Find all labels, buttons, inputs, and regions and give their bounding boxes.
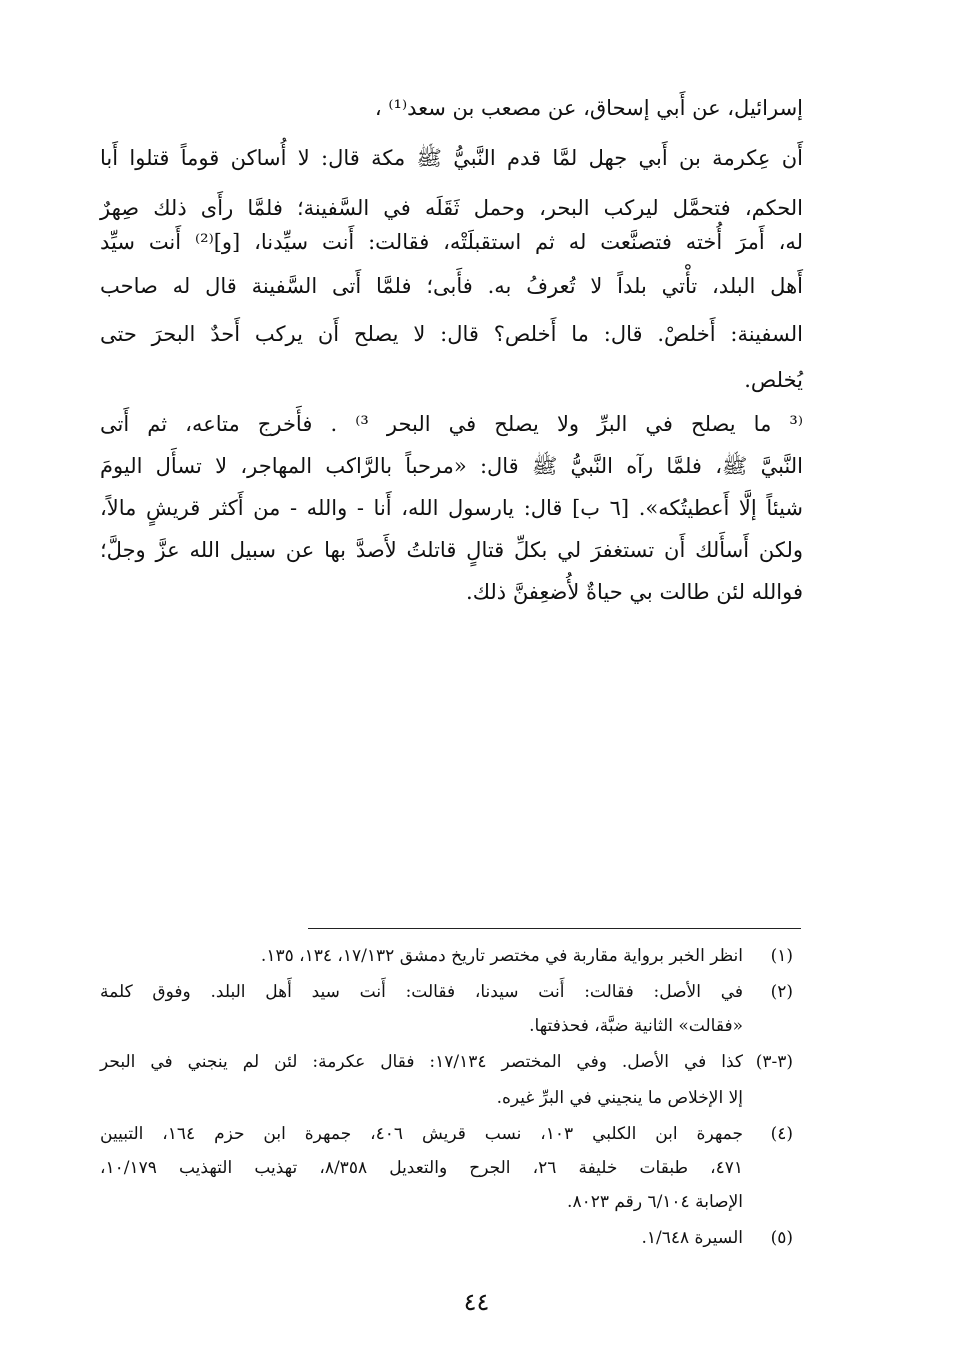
body-line: يُخلص. xyxy=(744,368,803,392)
footnote-number: (٢) xyxy=(770,982,793,1002)
footnote-number: (٤) xyxy=(770,1124,793,1144)
footnote-text: «فقالت» الثانية ضبَّة، فحذفتها. xyxy=(529,1016,743,1036)
footnote-number: (١) xyxy=(770,946,793,966)
footnote-text: في الأصل: فقالت: أَنت سيدنا، فقالت: أَنت سيد أَهل البلد. وفوق كلمة xyxy=(100,982,743,1002)
body-line: شيئاً إلَّا أَعطيتُكه». [٦ ب] قال: يارسول الله، أَنا - والله - من أَكثر قريشٍ مالاً، xyxy=(100,496,803,520)
body-line: ولكن أَسأَلك أَن تستغفرَ لي بكلِّ قتالٍ قاتلتُ لأَصدَّ بها عن سبيل الله عزَّ وجلَّ؛ xyxy=(100,538,803,562)
footnote-text: ٤٧١، طبقات خليفة ٢٦، الجرح والتعديل ٨/٣٥٨، تهذيب التهذيب ١٠/١٧٩، xyxy=(100,1158,743,1178)
footnote-separator xyxy=(308,928,801,929)
body-line: إسرائيل، عن أَبي إسحاق، عن مصعب بن سعد⁽¹⁾ ، xyxy=(374,96,803,120)
footnote-number: (٣-٣) xyxy=(755,1052,793,1072)
footnote-text: كذا في الأصل. وفي المختصر ١٧/١٣٤: فقال عكرمة: لئن لم ينجني في البحر xyxy=(100,1052,743,1072)
body-line: فوالله لئن طالت بي حياةٌ لأُضعِفنَّ ذلك. xyxy=(466,580,803,604)
page-number: ٤٤ xyxy=(463,1288,490,1316)
body-line: ⁽³ ما يصلح في البرِّ ولا يصلح في البحر ³⁾ . فأَخرج متاعه، ثم أَتى xyxy=(100,412,803,436)
body-line: الحكم، فتحمَّل ليركب البحر، وحمل ثَقَلَه في السَّفينة؛ فلمَّا رأَى ذلك صِهرٌ xyxy=(100,196,803,220)
footnote-number: (٥) xyxy=(770,1228,793,1248)
body-line: له، أَمرَ أُخته فتصنَّعت له ثم استقبلَتْه، فقالت: أَنت سيِّدنا، [و]⁽²⁾ أَنت سيِّد xyxy=(100,230,804,254)
footnote-text: جمهرة ابن الكلبي ١٠٣، نسب قريش ٤٠٦، جمهرة ابن حزم ١٦٤، التبيين xyxy=(100,1124,744,1144)
footnote-text: السيرة ١/٦٤٨. xyxy=(641,1228,743,1248)
body-line: أَن عِكرمة بن أَبي جهل لمَّا قدم النَّبيُّ ﷺ مكة قال: لا أُساكن قوماً قتلوا أَبا xyxy=(100,146,803,170)
body-line: السفينة: أَخلصْ. قال: ما أَخلص؟ قال: لا يصلح أَن يركب أَحدٌ البحرَ حتى xyxy=(100,322,803,346)
body-line: أَهل البلد، تأْتي بلداً لا تُعرفُ به. فأَبى؛ فلمَّا أَتى السَّفينة قال له صاحب xyxy=(100,274,803,298)
footnote-text: انظر الخبر برواية مقاربة في مختصر تاريخ دمشق ١٧/١٣٢، ١٣٤، ١٣٥. xyxy=(260,946,743,966)
footnote-text: الإصابة ٦/١٠٤ رقم ٨٠٢٣. xyxy=(567,1192,743,1212)
body-line: النَّبيَّ ﷺ، فلمَّا رآه النَّبيُّ ﷺ قال: «مرحباً بالرَّاكب المهاجر، لا تسأَل اليومَ xyxy=(100,454,803,478)
footnote-text: إلا الإخلاص ما ينجيني في البرِّ غيره. xyxy=(496,1088,743,1108)
